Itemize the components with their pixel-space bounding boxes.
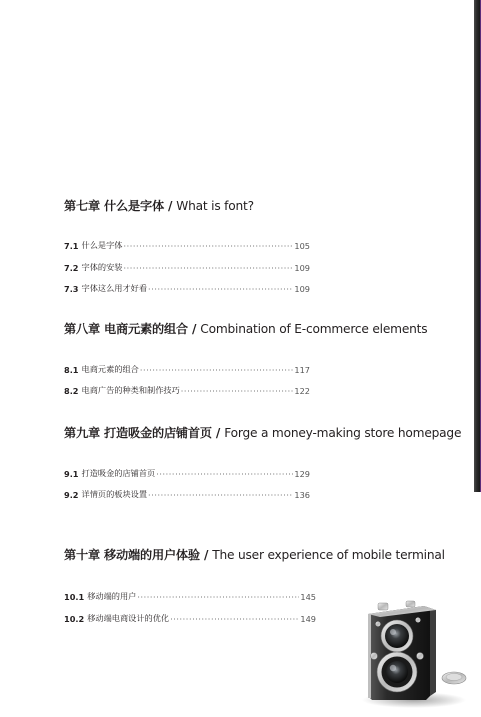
- chapter-title: [64, 197, 254, 214]
- entry-page: 105: [294, 241, 310, 251]
- entry-label: 打造吸金的店铺首页: [81, 468, 156, 478]
- toc-entry[interactable]: [64, 261, 310, 273]
- entry-label: 移动端电商设计的优化: [87, 613, 170, 623]
- entry-number: 8.2: [64, 386, 79, 396]
- entry-label: 字体的安装: [81, 262, 123, 272]
- chapter-title-cn: 第九章 打造吸金的店铺首页 /: [64, 426, 225, 440]
- vintage-camera-icon: [356, 600, 472, 710]
- chapter-title: [64, 546, 445, 563]
- chapter-title-en: The user experience of mobile terminal: [212, 548, 445, 562]
- entry-label: 字体这么用才好看: [81, 283, 148, 293]
- entry-label: 移动端的用户: [87, 591, 137, 601]
- entry-label: 电商元素的组合: [81, 364, 139, 374]
- entry-number: 9.1: [64, 469, 79, 479]
- entry-number: 9.2: [64, 490, 79, 500]
- entry-number: 8.1: [64, 365, 79, 375]
- chapter-title: [64, 320, 427, 337]
- toc-entry[interactable]: [64, 612, 316, 624]
- book-edge: [474, 0, 481, 492]
- entry-label: 什么是字体: [81, 240, 123, 250]
- dot-leader: [170, 615, 299, 624]
- dot-leader: [140, 366, 294, 375]
- entry-label: 详情页的板块设置: [81, 489, 148, 499]
- entry-page: 145: [300, 592, 316, 602]
- entry-label: 电商广告的种类和制作技巧: [81, 385, 180, 395]
- toc-entry[interactable]: [64, 590, 316, 602]
- entry-page: 109: [294, 263, 310, 273]
- dot-leader: [123, 242, 293, 251]
- dot-leader: [148, 285, 293, 294]
- entry-number: 7.2: [64, 263, 79, 273]
- entry-page: 136: [294, 490, 310, 500]
- entry-page: 122: [294, 386, 310, 396]
- chapter-title-cn: 第七章 什么是字体 /: [64, 199, 177, 213]
- entry-number: 10.1: [64, 592, 85, 602]
- entry-page: 117: [294, 365, 310, 375]
- toc-entry[interactable]: [64, 239, 310, 251]
- entry-page: 149: [300, 614, 316, 624]
- toc-entry[interactable]: [64, 282, 310, 294]
- chapter-title-en: Forge a money-making store homepage: [224, 426, 462, 440]
- dot-leader: [137, 593, 299, 602]
- dot-leader: [148, 491, 293, 500]
- entry-number: 10.2: [64, 614, 85, 624]
- dot-leader: [156, 470, 293, 479]
- entry-number: 7.1: [64, 241, 79, 251]
- chapter-title: [64, 424, 461, 441]
- chapter-title-en: What is font?: [176, 199, 254, 213]
- entry-page: 109: [294, 284, 310, 294]
- chapter-title-en: Combination of E-commerce elements: [200, 322, 428, 336]
- chapter-title-cn: 第八章 电商元素的组合 /: [64, 322, 201, 336]
- toc-entry[interactable]: [64, 363, 310, 375]
- toc-entry[interactable]: [64, 384, 310, 396]
- dot-leader: [123, 264, 293, 273]
- toc-entry[interactable]: [64, 467, 310, 479]
- chapter-title-cn: 第十章 移动端的用户体验 /: [64, 548, 213, 562]
- entry-page: 129: [294, 469, 310, 479]
- toc-entry[interactable]: [64, 488, 310, 500]
- dot-leader: [181, 387, 294, 396]
- entry-number: 7.3: [64, 284, 79, 294]
